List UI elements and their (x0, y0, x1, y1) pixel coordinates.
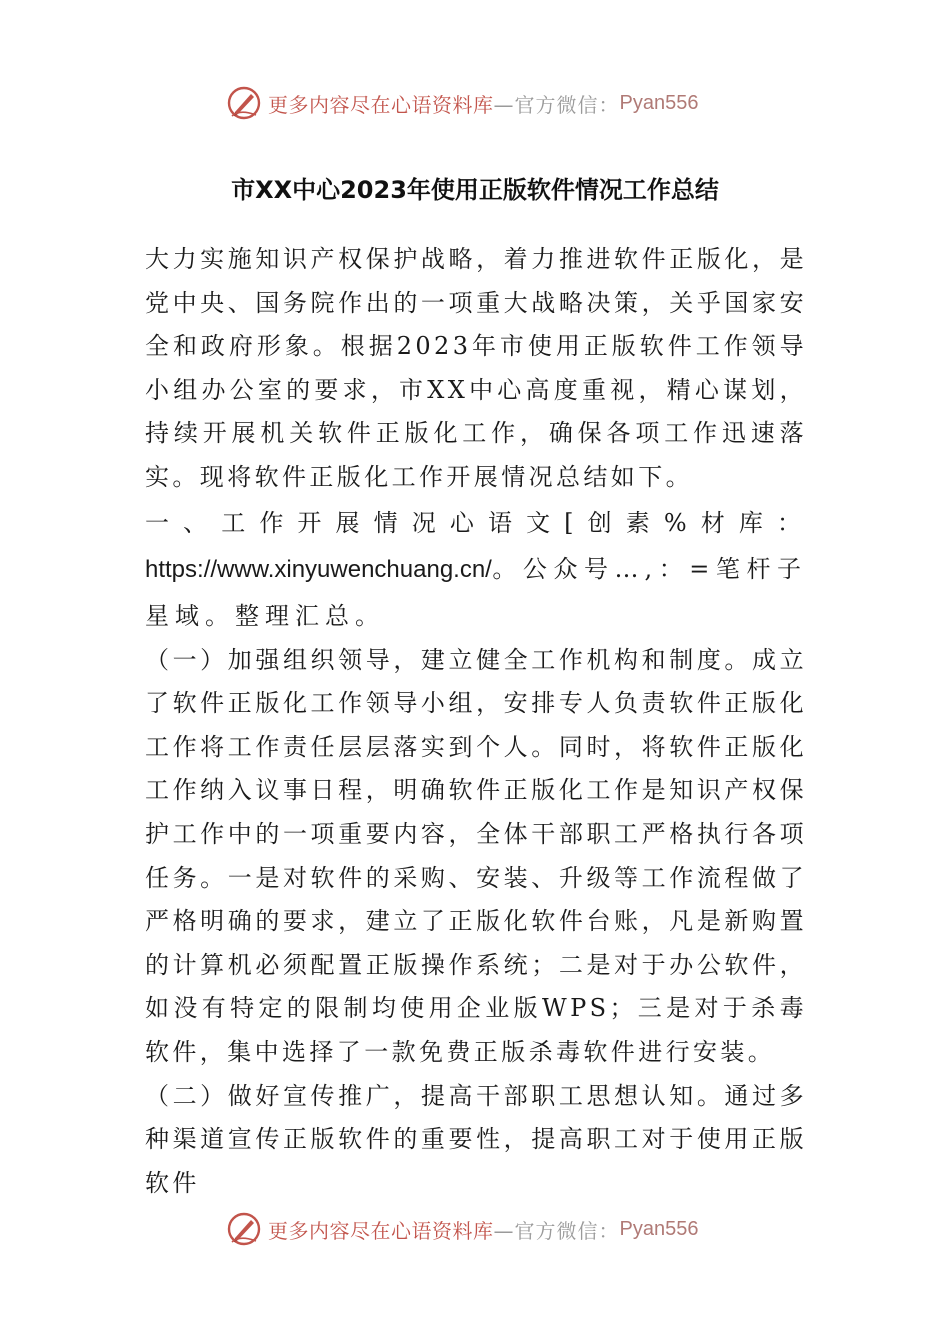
banner-text: 更多内容尽在心语资料库 (268, 1218, 494, 1243)
pen-logo-icon (226, 1211, 262, 1247)
banner-separator: —官方微信： (493, 1218, 620, 1243)
intro-paragraph: 大力实施知识产权保护战略，着力推进软件正版化，是党中央、国务院作出的一项重大战略决策，关乎国家安全和政府形象。根据2023年市使用正版软件工作领导小组办公室的要求，市XX中心高度重视，精心谋划，持续开展机关软件正版化工作，确保各项工作迅速落实。现将软件正版化工作开展情况总结如下。 (145, 245, 807, 491)
header-watermark-banner (226, 83, 698, 123)
paragraph-organization: （一）加强组织领导，建立健全工作机构和制度。成立了软件正版化工作领导小组，安排专人负责软件正版化工作将工作责任层层落实到个人。同时，将软件正版化工作纳入议事日程，明确软件正版化工作是知识产权保护工作中的一项重要内容，全体干部职工严格执行各项任务。一是对软件的采购、安装、升级等工作流程做了严格明确的要求，建立了正版化软件台账，凡是新购置的计算机必须配置正版操作系统；二是对于办公软件，如没有特定的限制均使用企业版WPS；三是对于杀毒软件，集中选择了一款免费正版杀毒软件进行安装。 (145, 645, 807, 1066)
banner-wechat-id: Pyan556 (619, 91, 699, 114)
banner-wechat-id: Pyan556 (619, 1217, 699, 1240)
website-url: https://www.xinyuwenchuang.cn/ (145, 555, 492, 583)
document-title: 市XX中心2023年使用正版软件情况工作总结 (231, 176, 719, 204)
section-heading-lead: 一、工作开展情况心语文[创素%材库： (145, 508, 807, 537)
section-heading-tail: 。公众号…,：=笔杆子星域。整理汇总。 (145, 554, 807, 630)
banner-separator: —官方微信： (493, 92, 620, 117)
pen-logo-icon (226, 85, 262, 121)
document-body (145, 238, 807, 1205)
footer-watermark-banner (226, 1209, 698, 1249)
section-heading (145, 500, 807, 639)
banner-text: 更多内容尽在心语资料库 (268, 92, 494, 117)
paragraph-publicity: （二）做好宣传推广，提高干部职工思想认知。通过多种渠道宣传正版软件的重要性，提高职工对于使用正版软件 (145, 1081, 807, 1197)
